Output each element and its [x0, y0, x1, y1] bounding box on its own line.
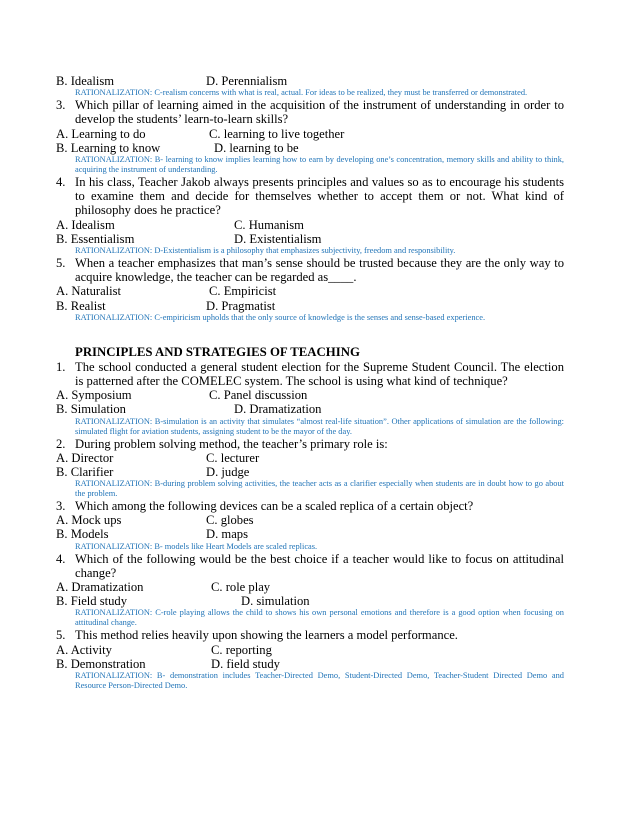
rationalization: RATIONALIZATION: B- demonstration includes Teacher-Directed Demo, Student-Directed Demo, Teacher-Student Directed Demo and Resource Person-Directed Demo. [75, 671, 564, 691]
option-c: C. reporting [211, 642, 272, 657]
option-b: B. Clarifier [56, 464, 114, 479]
option-row [56, 402, 564, 416]
question-text: This method relies heavily upon showing the learners a model performance. [75, 628, 458, 643]
option-a: A. Naturalist [56, 284, 122, 299]
option-b: B. Learning to know [56, 140, 161, 155]
option-b: B. Demonstration [56, 656, 146, 671]
option-b: B. Field study [56, 594, 128, 609]
option-c: C. learning to live together [209, 126, 345, 141]
rationalization: RATIONALIZATION: B- models like Heart Models are scaled replicas. [75, 541, 318, 551]
question-number: 4. [56, 174, 66, 189]
option-row [56, 513, 564, 527]
option-d: D. simulation [241, 594, 310, 609]
rationalization: RATIONALIZATION: C-realism concerns with what is real, actual. For ideas to be realized, they must be transferred or demonstrated. [75, 88, 528, 98]
option-row [56, 527, 564, 541]
option-row [56, 594, 564, 608]
option-d: D. maps [206, 527, 248, 542]
option-a: A. Mock ups [56, 513, 122, 528]
question-text: Which pillar of learning aimed in the acquisition of the instrument of understanding in order to develop the students’ learn-to-learn skills? [75, 98, 564, 127]
rationalization: RATIONALIZATION: B- learning to know implies learning how to earn by developing one’s concentration, memory skills and ability to think, acquiring the instrument of understanding. [75, 154, 564, 174]
option-c: C. Panel discussion [209, 388, 308, 403]
option-a: A. Learning to do [56, 126, 146, 141]
question-4 [56, 175, 564, 218]
question-number: 5. [56, 255, 66, 270]
option-a: A. Symposium [56, 388, 132, 403]
question-1 [56, 360, 564, 388]
option-a: A. Idealism [56, 217, 115, 232]
option-c: C. globes [206, 513, 254, 528]
option-row [56, 127, 564, 141]
option-row [56, 299, 564, 313]
option-b: B. Idealism [56, 74, 115, 88]
option-c: C. lecturer [206, 450, 260, 465]
question-text: The school conducted a general student election for the Supreme Student Council. The election is patterned after the COMELEC system. The school is using what kind of technique? [75, 359, 564, 388]
option-d: D. judge [206, 464, 250, 479]
rationalization: RATIONALIZATION: C-empiricism upholds that the only source of knowledge is the senses and sense-based experience. [75, 312, 486, 322]
option-c: C. Humanism [234, 217, 304, 232]
option-c: C. Empiricist [209, 284, 277, 299]
question-text: Which of the following would be the best choice if a teacher would like to focus on attitudinal change? [75, 551, 564, 580]
option-row [56, 232, 564, 246]
option-d: D. field study [211, 656, 280, 671]
question-2 [56, 437, 564, 451]
rationalization: RATIONALIZATION: B-during problem solving activities, the teacher acts as a clarifier especially when students are in doubt how to go about the problem. [75, 479, 564, 499]
option-row [56, 284, 564, 298]
question-3b [56, 499, 564, 513]
option-d: D. learning to be [214, 140, 299, 155]
option-row [56, 643, 564, 657]
question-4b [56, 552, 564, 580]
question-5b [56, 628, 564, 642]
option-row [56, 580, 564, 594]
rationalization: RATIONALIZATION: C-role playing allows the child to shows his own personal emotions and therefore is a good option when focusing on attitudinal change. [75, 608, 564, 628]
question-number: 3. [56, 499, 66, 514]
option-b: B. Realist [56, 298, 106, 313]
question-number: 5. [56, 628, 66, 643]
option-row [56, 141, 564, 155]
option-row [56, 451, 564, 465]
question-text: During problem solving method, the teacher’s primary role is: [75, 436, 388, 451]
option-c: C. role play [211, 580, 271, 595]
option-a: A. Activity [56, 642, 112, 657]
question-text: When a teacher emphasizes that man’s sense should be trusted because they are the only way to acquire knowledge, the teacher can be regarded as____. [75, 255, 564, 285]
question-number: 1. [56, 359, 66, 374]
question-number: 4. [56, 551, 66, 566]
question-number: 2. [56, 436, 66, 451]
rationalization: RATIONALIZATION: B-simulation is an activity that simulates “almost real-life situation”. Other applications of simulation are the following: simulated flight for aviation students, assigning student to be the mayor of the day. [75, 416, 564, 436]
option-d: D. Perennialism [206, 74, 288, 88]
question-text: In his class, Teacher Jakob always presents principles and values so as to encourage his students to examine them and decide for themselves whether to accept them or not. What kind of philosophy does he practice? [75, 174, 564, 218]
option-a: A. Dramatization [56, 580, 144, 595]
question-5 [56, 256, 564, 284]
rationalization: RATIONALIZATION: D-Existentialism is a philosophy that emphasizes subjectivity, freedom and responsibility. [75, 245, 456, 255]
option-b: B. Models [56, 527, 109, 542]
option-a: A. Director [56, 450, 114, 465]
question-text: Which among the following devices can be a scaled replica of a certain object? [75, 499, 474, 514]
option-row [56, 74, 564, 88]
option-d: D. Dramatization [234, 402, 322, 417]
option-row [56, 465, 564, 479]
option-row [56, 657, 564, 671]
option-b: B. Essentialism [56, 231, 135, 246]
section-heading: PRINCIPLES AND STRATEGIES OF TEACHING [75, 344, 360, 359]
option-d: D. Pragmatist [206, 298, 276, 313]
option-row [56, 218, 564, 232]
option-row [56, 388, 564, 402]
option-b: B. Simulation [56, 402, 126, 417]
question-3 [56, 98, 564, 126]
document-content [56, 74, 564, 691]
option-d: D. Existentialism [234, 231, 322, 246]
question-number: 3. [56, 98, 66, 113]
